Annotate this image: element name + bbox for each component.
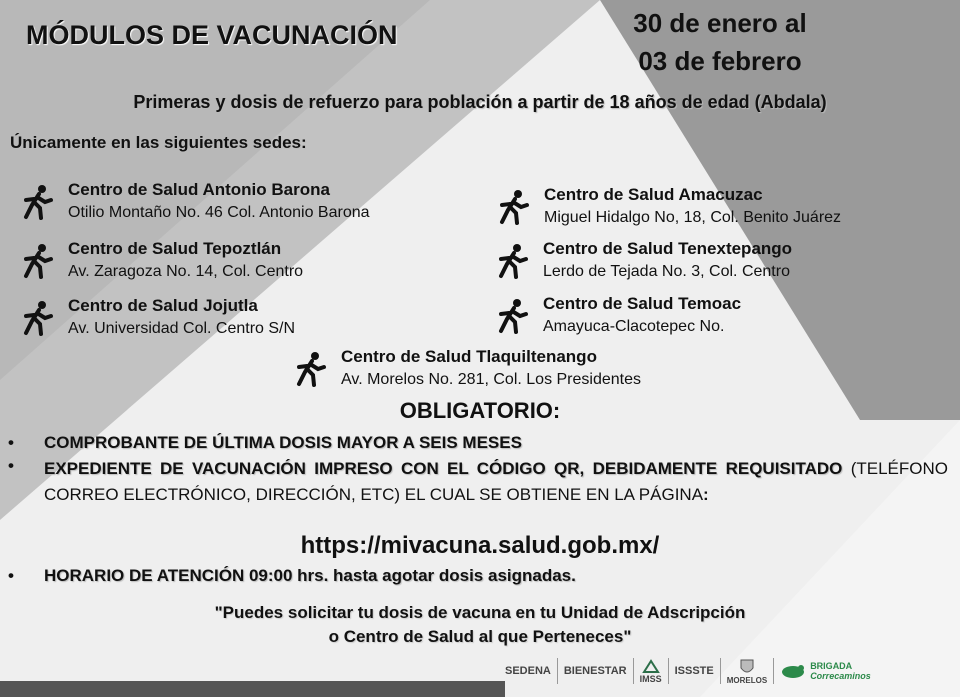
walking-person-icon [20, 300, 54, 336]
sites-heading: Únicamente en las siguientes sedes: [10, 133, 307, 152]
brigada-correcaminos-logo: BRIGADA Correcaminos [780, 661, 871, 681]
requirement-item-3 [8, 566, 948, 586]
site-address: Av. Morelos No. 281, Col. Los Presidentes [341, 371, 641, 388]
site-address: Av. Zaragoza No. 14, Col. Centro [68, 263, 304, 280]
walking-person-icon [293, 351, 327, 387]
site-name: Centro de Salud Jojutla [68, 296, 258, 315]
subtitle: Primeras y dosis de refuerzo para población a partir de 18 años de edad (Abdala) [133, 92, 827, 112]
date-range [600, 4, 840, 80]
logo-strip [505, 652, 960, 690]
site-name: Centro de Salud Tlaquiltenango [341, 347, 597, 366]
site-name: Centro de Salud Tenextepango [543, 239, 793, 258]
site-name: Centro de Salud Amacuzac [544, 185, 763, 204]
bottom-bar [0, 681, 505, 697]
site-name: Centro de Salud Temoac [543, 294, 742, 313]
site-name: Centro de Salud Tepoztlán [68, 239, 282, 258]
imss-logo: IMSS [640, 658, 662, 684]
requirement-text: COMPROBANTE DE ÚLTIMA DOSIS MAYOR A SEIS MESES [44, 433, 522, 452]
date-line-2: 03 de febrero [638, 46, 802, 76]
logo-divider [668, 658, 669, 684]
walking-person-icon [20, 184, 54, 220]
requirement-text: HORARIO DE ATENCIÓN 09:00 hrs. hasta agotar dosis asignadas. [44, 566, 576, 585]
site-address: Miguel Hidalgo No, 18, Col. Benito Juárez [544, 209, 842, 226]
sedena-logo: SEDENA [505, 665, 551, 677]
walking-person-icon [495, 243, 529, 279]
quote-line-1: "Puedes solicitar tu dosis de vacuna en tu Unidad de Adscripción [214, 603, 746, 622]
date-line-1: 30 de enero al [633, 8, 807, 38]
bullet: • [8, 566, 14, 585]
bullet: • [8, 433, 14, 452]
walking-person-icon [495, 298, 529, 334]
requirement-colon: : [703, 485, 709, 504]
requirement-bold-text: EXPEDIENTE DE VACUNACIÓN IMPRESO CON EL CÓDIGO QR, DEBIDAMENTE REQUISITADO [44, 459, 843, 478]
walking-person-icon [496, 189, 530, 225]
logo-divider [633, 658, 634, 684]
vaccine-url-link[interactable]: https://mivacuna.salud.gob.mx/ [300, 532, 660, 559]
bienestar-logo: BIENESTAR [563, 665, 627, 677]
issste-logo: ISSSTE [674, 665, 714, 677]
imss-emblem-icon [642, 658, 660, 674]
logo-divider [557, 658, 558, 684]
requirement-item-2 [8, 456, 948, 508]
logo-divider [720, 658, 721, 684]
requirement-text [44, 456, 948, 508]
requirement-item-1 [8, 433, 948, 453]
closing-quote [0, 601, 960, 649]
requirements-heading: OBLIGATORIO: [399, 398, 561, 423]
correcaminos-bird-icon [780, 662, 806, 680]
logo-divider [773, 658, 774, 684]
site-address: Amayuca-Clacotepec No. [543, 318, 725, 335]
site-address: Otilio Montaño No. 46 Col. Antonio Barona [68, 204, 370, 221]
walking-person-icon [20, 243, 54, 279]
requirement-detail-text: (TELÉFONO CORREO ELECTRÓNICO, DIRECCIÓN, ETC) EL CUAL SE OBTIENE EN LA PÁGINA [44, 459, 948, 504]
site-name: Centro de Salud Antonio Barona [68, 180, 330, 199]
site-address: Lerdo de Tejada No. 3, Col. Centro [543, 263, 790, 280]
morelos-shield-icon [739, 658, 755, 676]
page-title: MÓDULOS DE VACUNACIÓN [26, 20, 398, 50]
site-address: Av. Universidad Col. Centro S/N [68, 320, 296, 337]
morelos-logo: MORELOS [727, 658, 767, 685]
bullet: • [8, 456, 14, 475]
quote-line-2: o Centro de Salud al que Perteneces" [328, 627, 632, 646]
